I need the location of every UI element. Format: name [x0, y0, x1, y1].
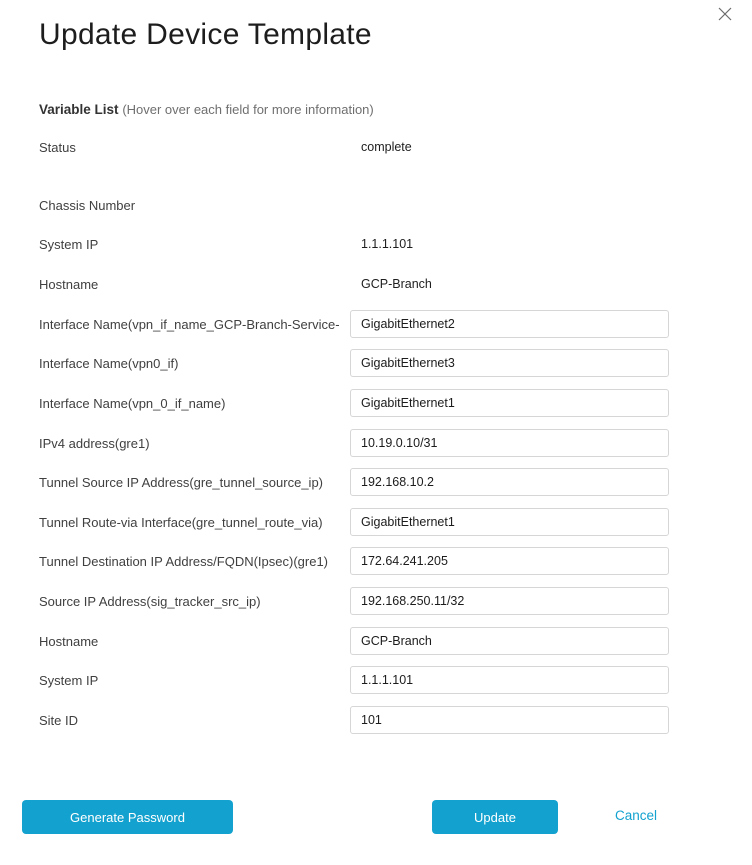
field-row-system-ip-editable [0, 666, 752, 694]
field-row-vpn0-if [0, 349, 752, 377]
field-label: Interface Name(vpn0_if) [39, 355, 179, 371]
hostname-value: GCP-Branch [361, 277, 432, 291]
field-row-system-ip [0, 230, 752, 258]
field-label: Tunnel Destination IP Address/FQDN(Ipsec)(gre1) [39, 553, 329, 569]
field-row-tunnel-source-ip [0, 468, 752, 496]
ipv4-address-gre1-input[interactable] [350, 429, 669, 457]
field-row-tunnel-destination-ip [0, 547, 752, 575]
variable-list-title: Variable List [39, 102, 119, 117]
field-label: Hostname [39, 633, 99, 649]
field-row-ipv4-address-gre1 [0, 429, 752, 457]
field-row-site-id [0, 706, 752, 734]
field-row-interface-name-service [0, 310, 752, 338]
field-label: System IP [39, 672, 99, 688]
generate-password-button[interactable]: Generate Password [22, 800, 233, 834]
field-row-chassis-number [0, 191, 752, 219]
vpn-if-name-service-input[interactable] [350, 310, 669, 338]
field-label: Interface Name(vpn_if_name_GCP-Branch-Service- [39, 316, 340, 332]
variable-list-hint: (Hover over each field for more information) [122, 102, 374, 117]
update-button[interactable]: Update [432, 800, 558, 834]
field-row-vpn-0-if-name [0, 389, 752, 417]
cancel-button[interactable]: Cancel [615, 808, 658, 823]
system-ip-input[interactable] [350, 666, 669, 694]
field-label: Hostname [39, 276, 99, 292]
tunnel-source-ip-input[interactable] [350, 468, 669, 496]
field-label: Tunnel Source IP Address(gre_tunnel_source_ip) [39, 474, 324, 490]
field-row-sig-tracker-src-ip [0, 587, 752, 615]
vpn0-if-input[interactable] [350, 349, 669, 377]
page-title: Update Device Template [39, 18, 372, 51]
close-icon-glyph [718, 7, 732, 21]
system-ip-value: 1.1.1.101 [361, 237, 414, 251]
site-id-input[interactable] [350, 706, 669, 734]
vpn-0-if-name-input[interactable] [350, 389, 669, 417]
field-label: Chassis Number [39, 197, 136, 213]
sig-tracker-src-ip-input[interactable] [350, 587, 669, 615]
tunnel-route-via-input[interactable] [350, 508, 669, 536]
field-label: Tunnel Route-via Interface(gre_tunnel_route_via) [39, 514, 323, 530]
field-label: System IP [39, 236, 99, 252]
field-label: Site ID [39, 712, 79, 728]
status-value: complete [361, 140, 412, 154]
field-row-tunnel-route-via [0, 508, 752, 536]
field-label: IPv4 address(gre1) [39, 435, 150, 451]
field-row-hostname [0, 270, 752, 298]
field-label: Status [39, 139, 76, 155]
field-row-hostname-editable [0, 627, 752, 655]
field-label: Interface Name(vpn_0_if_name) [39, 395, 226, 411]
field-label: Source IP Address(sig_tracker_src_ip) [39, 593, 261, 609]
close-icon[interactable] [717, 6, 733, 22]
field-row-status [0, 133, 752, 161]
variable-list-header [39, 102, 374, 117]
hostname-input[interactable] [350, 627, 669, 655]
tunnel-destination-ip-input[interactable] [350, 547, 669, 575]
